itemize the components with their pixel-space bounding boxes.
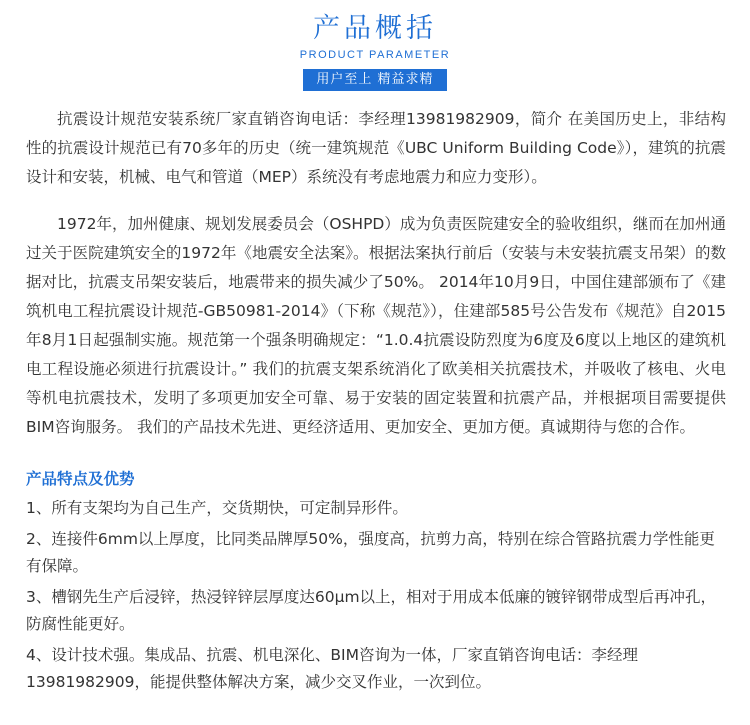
features-title: 产品特点及优势 — [26, 470, 135, 488]
intro-paragraph-2: 1972年，加州健康、规划发展委员会（OSHPD）成为负责医院建安全的验收组织，继而在加州通过关于医院建筑安全的1972年《地震安全法案》。根据法案执行前后（安装与未安装抗震支吊架）的数据对比，抗震支吊架安装后，地震带来的损失减少了50%。 2014年10月9日，中国住建部颁布了《建筑机电工程抗震设计规范-GB50981-2014》（下称《规范》），住建部585号公告发布《规范》自2015年8月1日起强制实施。规范第一个强条明确规定：“1.0.4抗震设防烈度为6度及6度以上地区的建筑机电工程设施必须进行抗震设计。” 我们的抗震支架系统消化了欧美相关抗震技术，并吸收了核电、火电等机电抗震技术，发明了多项更加安全可靠、易于安装的固定装置和抗震产品，并根据项目需要提供BIM咨询服务。 我们的产品技术先进、更经济适用、更加安全、更加方便。真诚期待与您的合作。 — [26, 215, 726, 436]
features-list — [26, 495, 726, 696]
intro-text — [26, 105, 726, 442]
feature-item: 4、设计技术强。集成品、抗震、机电深化、BIM咨询为一体，厂家直销咨询电话：李经理13981982909，能提供整体解决方案，减少交叉作业，一次到位。 — [26, 646, 638, 691]
feature-item: 2、连接件6mm以上厚度，比同类品牌厚50%，强度高，抗剪力高，特别在综合管路抗震力学性能更有保障。 — [26, 530, 715, 575]
intro-paragraph-1: 抗震设计规范安装系统厂家直销咨询电话：李经理13981982909，简介 在美国历史上，非结构性的抗震设计规范已有70多年的历史（统一建筑规范《UBC Uniform Building Code》），建筑的抗震设计和安装，机械、电气和管道（MEP）系统没有考虑地震力和应力变形）。 — [26, 110, 726, 186]
feature-item: 1、所有支架均为自己生产，交货期快，可定制异形件。 — [26, 499, 408, 517]
page-subtitle: PRODUCT PARAMETER — [299, 49, 451, 61]
page-title: 产品概括 — [313, 13, 437, 44]
section-header — [0, 0, 750, 91]
slogan-badge: 用户至上 精益求精 — [303, 69, 446, 91]
feature-item: 3、槽钢先生产后浸锌，热浸锌锌层厚度达60μm以上，相对于用成本低廉的镀锌钢带成型后再冲孔，防腐性能更好。 — [26, 588, 717, 633]
